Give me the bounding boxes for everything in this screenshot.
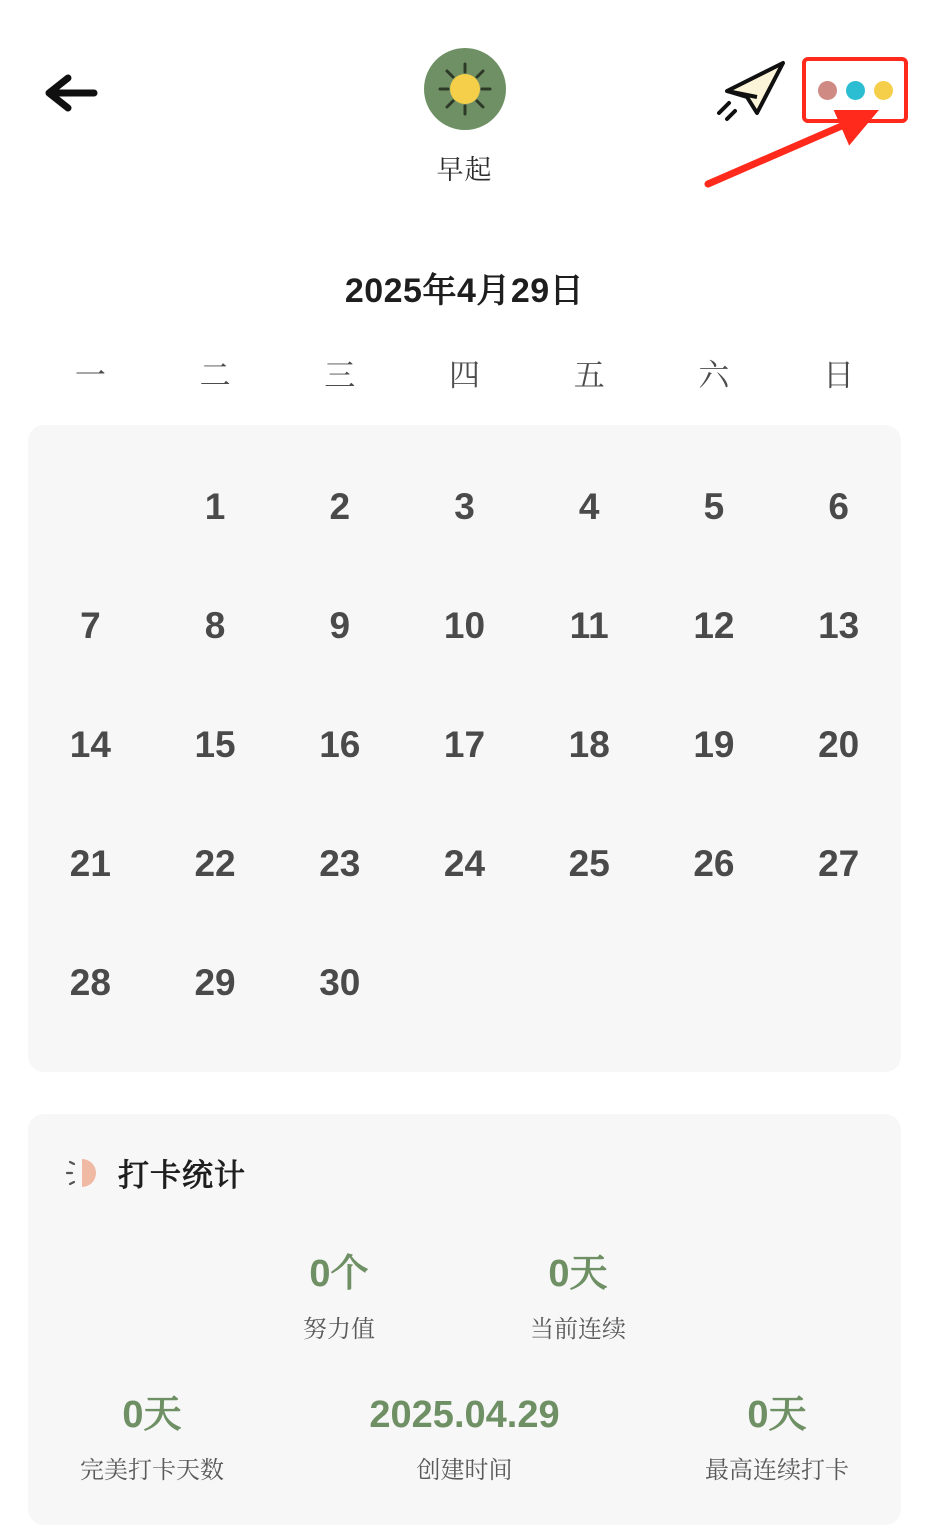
calendar-day-cell[interactable]: 25 — [568, 842, 610, 884]
weekday-label: 日 — [823, 358, 855, 393]
calendar-day-cell[interactable]: 7 — [80, 604, 101, 646]
stat-created-date — [369, 1393, 560, 1485]
calendar-day-cell[interactable]: 12 — [693, 604, 735, 646]
calendar-day-cell[interactable]: 14 — [69, 723, 111, 765]
stat-label: 努力值 — [303, 1315, 375, 1343]
sun-core-icon — [450, 74, 480, 104]
stat-effort — [303, 1255, 375, 1344]
calendar-day-cell[interactable]: 30 — [319, 961, 361, 1003]
calendar-day-cell[interactable]: 20 — [818, 723, 860, 765]
calendar-day-cell[interactable]: 3 — [454, 485, 475, 527]
calendar-blank-cell — [402, 923, 527, 1042]
calendar-day-cell[interactable]: 9 — [329, 604, 351, 646]
calendar-day-cell[interactable]: 17 — [443, 723, 486, 765]
back-button[interactable] — [36, 58, 106, 128]
calendar-blank-cell — [527, 923, 652, 1042]
habit-name: 早起 — [436, 155, 493, 185]
calendar-day-cell[interactable]: 4 — [578, 485, 600, 527]
stat-label: 最高连续打卡 — [705, 1456, 849, 1484]
calendar-day-cell[interactable]: 29 — [194, 961, 236, 1003]
stat-value: 0天 — [747, 1393, 807, 1436]
calendar-grid — [28, 447, 901, 1042]
calendar-blank-cell — [28, 447, 153, 566]
stat-value: 0天 — [548, 1253, 608, 1295]
more-options-button[interactable] — [802, 57, 908, 123]
weekday-label: 一 — [74, 358, 106, 393]
calendar-day-cell[interactable]: 23 — [319, 842, 361, 884]
calendar-weekday-header — [0, 350, 929, 395]
calendar-day-cell[interactable]: 5 — [703, 485, 725, 527]
calendar-day-cell[interactable]: 13 — [818, 604, 860, 646]
stat-current-streak — [530, 1255, 626, 1344]
calendar-grid-card — [28, 425, 901, 1072]
stat-label: 当前连续 — [530, 1315, 626, 1343]
stat-perfect-days — [80, 1393, 224, 1485]
habit-identity — [345, 48, 585, 187]
share-button[interactable] — [711, 52, 791, 132]
calendar-blank-cell — [652, 923, 777, 1042]
calendar-day-cell[interactable]: 26 — [693, 842, 735, 884]
paper-plane-icon — [713, 57, 789, 128]
weekday-label: 四 — [448, 358, 480, 393]
calendar-day-cell[interactable]: 1 — [204, 485, 226, 527]
header — [0, 0, 929, 215]
calendar-day-cell[interactable]: 11 — [569, 604, 609, 646]
stat-value: 2025.04.29 — [369, 1393, 560, 1436]
calendar-day-cell[interactable]: 24 — [443, 842, 486, 884]
calendar-day-cell[interactable]: 16 — [319, 723, 361, 765]
stats-header — [62, 1150, 867, 1195]
stat-label: 完美打卡天数 — [80, 1456, 224, 1484]
calendar-day-cell[interactable]: 6 — [828, 485, 849, 527]
three-dots-icon-dot-2 — [846, 81, 865, 100]
calendar-day-cell[interactable]: 2 — [329, 485, 351, 527]
arrow-left-icon — [42, 73, 100, 113]
calendar-day-cell[interactable]: 22 — [194, 842, 236, 884]
calendar-title: 2025年4月29日 — [344, 272, 585, 310]
stats-title: 打卡统计 — [118, 1158, 246, 1193]
three-dots-icon-dot-3 — [874, 81, 893, 100]
weekday-label: 六 — [698, 358, 730, 393]
weekday-label: 三 — [324, 358, 356, 393]
weekday-label: 五 — [573, 358, 605, 393]
stats-row-secondary — [62, 1393, 867, 1485]
sunrise-icon — [424, 48, 506, 130]
calendar-day-cell[interactable]: 15 — [194, 723, 236, 765]
calendar-day-cell[interactable]: 19 — [693, 723, 735, 765]
stats-row-primary — [62, 1255, 867, 1344]
stat-label: 创建时间 — [416, 1456, 513, 1484]
stat-value: 0天 — [122, 1393, 182, 1436]
three-dots-icon-dot-1 — [818, 81, 837, 100]
calendar-blank-cell — [776, 923, 901, 1042]
calendar-day-cell[interactable]: 21 — [69, 842, 111, 884]
stats-card — [28, 1114, 901, 1525]
calendar-day-cell[interactable]: 27 — [818, 842, 860, 884]
calendar-day-cell[interactable]: 18 — [568, 723, 610, 765]
moon-chart-icon — [62, 1153, 102, 1193]
calendar-day-cell[interactable]: 28 — [69, 961, 111, 1003]
weekday-label: 二 — [199, 358, 231, 393]
calendar-day-cell[interactable]: 10 — [443, 604, 486, 646]
stat-value: 0个 — [309, 1253, 369, 1295]
calendar-day-cell[interactable]: 8 — [204, 604, 226, 646]
stat-longest-streak — [705, 1393, 849, 1485]
